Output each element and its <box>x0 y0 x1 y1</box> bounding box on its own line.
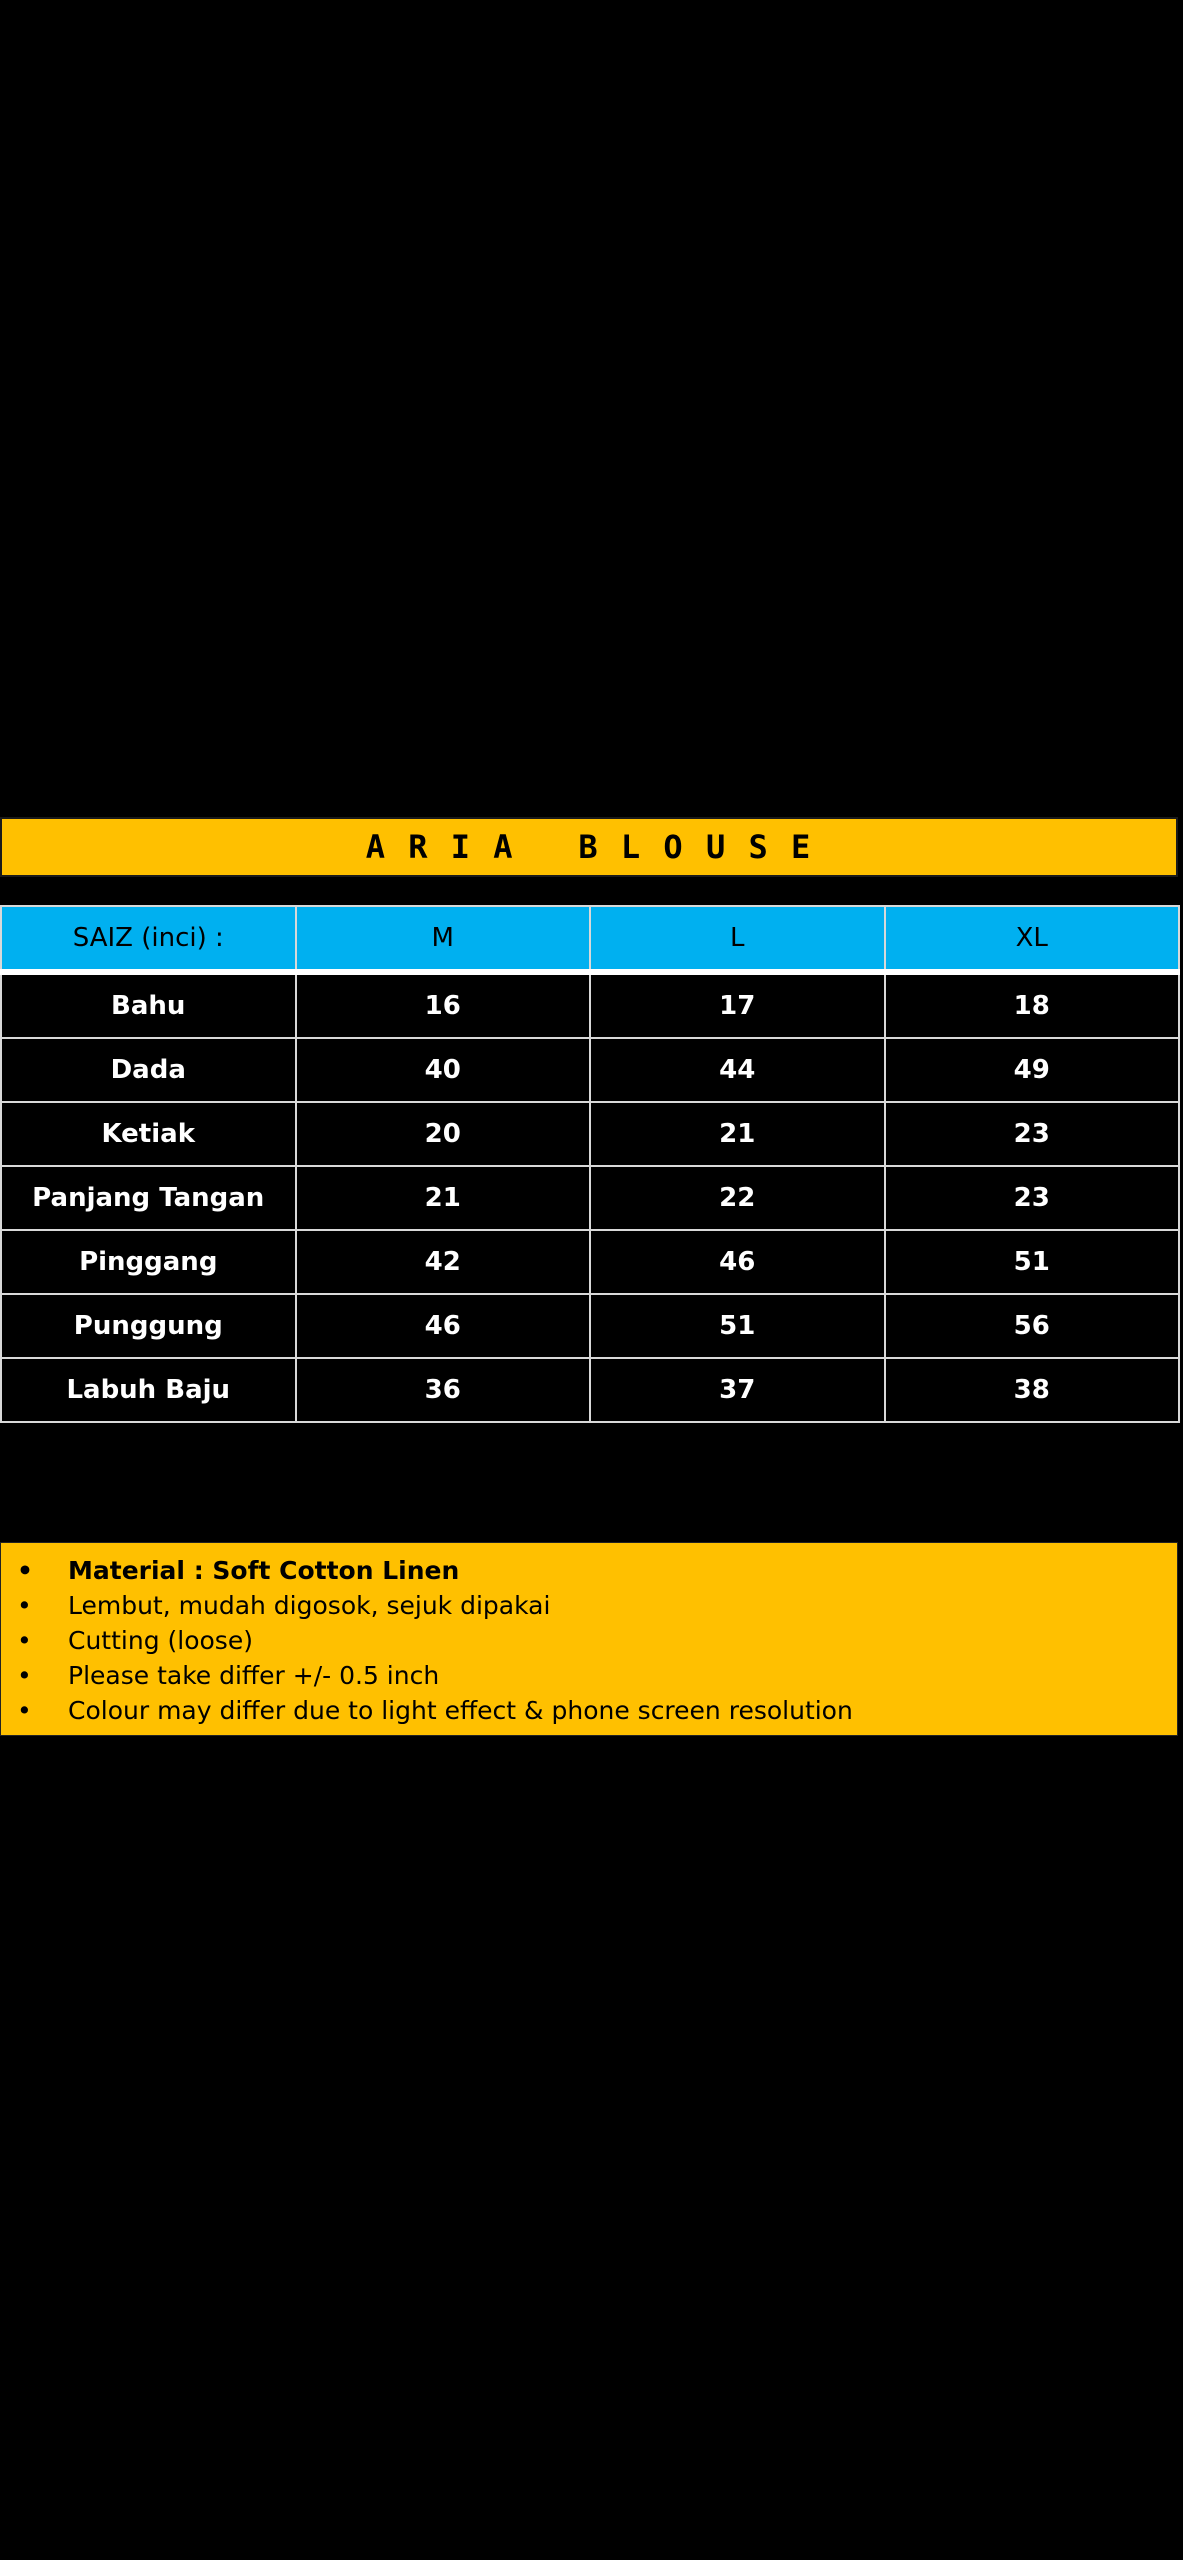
row-label: Punggung <box>1 1294 296 1358</box>
cell-value: 37 <box>590 1358 885 1422</box>
cell-value: 22 <box>590 1166 885 1230</box>
list-item <box>1 1623 1177 1658</box>
table-row <box>1 972 1179 1038</box>
row-label: Dada <box>1 1038 296 1102</box>
cell-value: 42 <box>296 1230 591 1294</box>
product-notes-box <box>0 1542 1178 1736</box>
list-item <box>1 1658 1177 1693</box>
row-label: Bahu <box>1 972 296 1038</box>
row-label: Labuh Baju <box>1 1358 296 1422</box>
list-item <box>1 1588 1177 1623</box>
table-header-row <box>1 906 1179 972</box>
cell-value: 49 <box>885 1038 1180 1102</box>
table-row <box>1 1358 1179 1422</box>
table-row <box>1 1294 1179 1358</box>
row-label: Panjang Tangan <box>1 1166 296 1230</box>
note-text: Colour may differ due to light effect & phone screen resolution <box>68 1696 853 1725</box>
header-size-xl: XL <box>885 906 1180 972</box>
header-size-label: SAIZ (inci) : <box>1 906 296 972</box>
cell-value: 20 <box>296 1102 591 1166</box>
row-label: Ketiak <box>1 1102 296 1166</box>
bullet-icon: • <box>17 1556 33 1585</box>
bullet-icon: • <box>17 1626 32 1655</box>
header-size-m: M <box>296 906 591 972</box>
row-label: Pinggang <box>1 1230 296 1294</box>
note-text: Lembut, mudah digosok, sejuk dipakai <box>68 1591 551 1620</box>
cell-value: 51 <box>885 1230 1180 1294</box>
list-item <box>1 1553 1177 1588</box>
cell-value: 36 <box>296 1358 591 1422</box>
product-title: A R I A B L O U S E <box>365 828 813 866</box>
cell-value: 17 <box>590 972 885 1038</box>
list-item <box>1 1693 1177 1728</box>
header-size-l: L <box>590 906 885 972</box>
table-row <box>1 1038 1179 1102</box>
cell-value: 51 <box>590 1294 885 1358</box>
title-banner <box>0 817 1178 877</box>
table-row <box>1 1102 1179 1166</box>
cell-value: 21 <box>296 1166 591 1230</box>
cell-value: 38 <box>885 1358 1180 1422</box>
cell-value: 40 <box>296 1038 591 1102</box>
cell-value: 23 <box>885 1102 1180 1166</box>
note-text: Material : Soft Cotton Linen <box>68 1556 460 1585</box>
cell-value: 16 <box>296 972 591 1038</box>
note-text: Cutting (loose) <box>68 1626 253 1655</box>
notes-list <box>1 1553 1177 1728</box>
cell-value: 56 <box>885 1294 1180 1358</box>
note-text: Please take differ +/- 0.5 inch <box>68 1661 440 1690</box>
cell-value: 18 <box>885 972 1180 1038</box>
bullet-icon: • <box>17 1661 32 1690</box>
bullet-icon: • <box>17 1591 32 1620</box>
size-chart-table <box>0 905 1180 1423</box>
bullet-icon: • <box>17 1696 32 1725</box>
cell-value: 44 <box>590 1038 885 1102</box>
cell-value: 23 <box>885 1166 1180 1230</box>
table-row <box>1 1230 1179 1294</box>
cell-value: 46 <box>296 1294 591 1358</box>
cell-value: 46 <box>590 1230 885 1294</box>
cell-value: 21 <box>590 1102 885 1166</box>
table-row <box>1 1166 1179 1230</box>
